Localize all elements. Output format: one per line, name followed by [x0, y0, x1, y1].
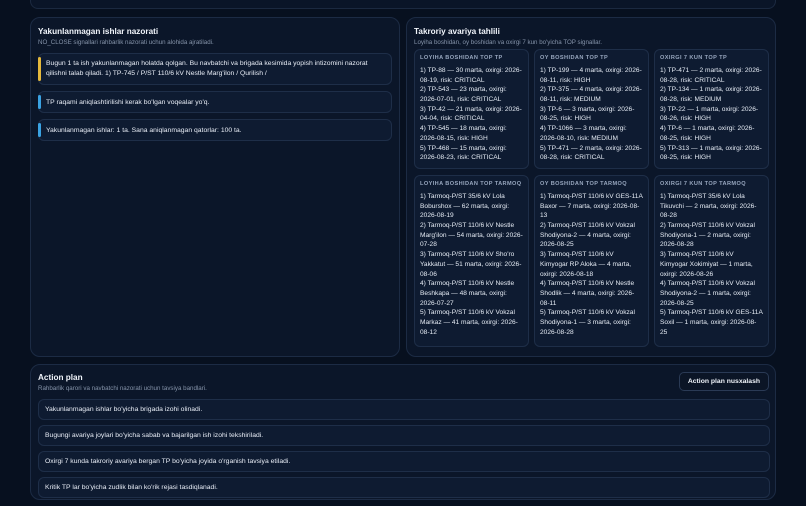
- card-line: 3) Tarmoq-P/ST 110/6 kV Kimyogar Xokimiyat — 1 marta, oxirgi: 2026-08-26: [660, 251, 753, 278]
- card-line: 1) TP-88 — 30 marta, oxirgi: 2026-08-19, risk: CRITICAL: [420, 67, 522, 84]
- card-line: 3) TP-22 — 1 marta, oxirgi: 2026-08-26, risk: HIGH: [660, 105, 759, 123]
- card-line: 5) TP-313 — 1 marta, oxirgi: 2026-08-25, risk: HIGH: [660, 144, 762, 162]
- card-line: 4) TP-545 — 18 marta, oxirgi: 2026-08-15, risk: HIGH: [420, 125, 507, 142]
- alert-text: Bugun 1 ta ish yakunlanmagan holatda qolgan. Bu navbatchi va brigada kesimida yopish intizomini nazorat qilishni talab qiladi. 1) TP-745 / P/ST 110/6 kV Nestle Marg'ilon / Qurilish /: [46, 60, 368, 78]
- card-line: 5) Tarmoq-P/ST 110/6 kV Vokzal Markaz — 41 marta, oxirgi: 2026-08-12: [420, 309, 518, 336]
- list-item: Yakunlanmagan ishlar bo'yicha brigada izohi olinadi.: [38, 399, 770, 420]
- copy-action-plan-button[interactable]: Action plan nusxalash: [679, 372, 769, 391]
- card-body: [420, 66, 523, 163]
- panel-title: Action plan: [38, 373, 83, 382]
- card-line: 2) Tarmoq-P/ST 110/6 kV Vokzal Shodiyona-2 — 4 marta, oxirgi: 2026-08-25: [540, 222, 635, 249]
- card-line: 2) TP-543 — 23 marta, oxirgi: 2026-07-01, risk: CRITICAL: [420, 86, 507, 104]
- alert-text: Yakunlanmagan ishlar: 1 ta. Sana aniqlanmagan qatorlar: 100 ta.: [46, 127, 242, 134]
- card-line: 4) TP-6 — 1 marta, oxirgi: 2026-08-25, risk: HIGH: [660, 125, 755, 142]
- alert-text: TP raqami aniqlashtirilishi kerak bo'lgan voqealar yo'q.: [46, 99, 210, 106]
- card-body: [420, 192, 523, 337]
- card-line: 1) Tarmoq-P/ST 35/6 kV Lola Boburshox — 62 marta, oxirgi: 2026-08-19: [420, 193, 510, 220]
- repeat-analysis-panel: [406, 17, 776, 357]
- card-line: 1) TP-199 — 4 marta, oxirgi: 2026-08-11, risk: HIGH: [540, 67, 642, 84]
- card-title: OXIRGI 7 KUN TOP TARMOQ: [660, 181, 746, 187]
- previous-panel-edge: [30, 0, 776, 9]
- card-line: 3) Tarmoq-P/ST 110/6 kV Sho'ro Yakkatut — 51 marta, oxirgi: 2026-08-06: [420, 251, 522, 278]
- card-line: 4) Tarmoq-P/ST 110/6 kV Nestle Shodlik — 4 marta, oxirgi: 2026-08-11: [540, 280, 635, 307]
- card-body: [660, 192, 763, 337]
- card-week-top-tp: [654, 49, 769, 169]
- card-title: OY BOSHIDAN TOP TARMOQ: [540, 181, 628, 187]
- card-line: 5) Tarmoq-P/ST 110/6 kV Vokzal Shodiyona-1 — 3 marta, oxirgi: 2026-08-28: [540, 309, 635, 336]
- action-plan-list: [38, 399, 768, 498]
- card-body: [540, 66, 643, 163]
- card-line: 1) Tarmoq-P/ST 110/6 kV GES-11A Baxor — 7 marta, oxirgi: 2026-08-13: [540, 193, 643, 220]
- card-project-top-tp: [414, 49, 529, 169]
- alert-unclosed-work: [38, 53, 392, 85]
- action-plan-panel: [30, 364, 776, 500]
- card-project-top-network: [414, 175, 529, 347]
- alert-tp-number: [38, 91, 392, 113]
- card-line: 3) TP-42 — 21 marta, oxirgi: 2026-04-04, risk: CRITICAL: [420, 105, 522, 123]
- list-item: Kritik TP lar bo'yicha zudlik bilan ko'rik rejasi tasdiqlanadi.: [38, 477, 770, 498]
- list-item: Oxirgi 7 kunda takroriy avariya bergan TP bo'yicha joyida o'rganish tavsiya etiladi.: [38, 451, 770, 472]
- card-line: 2) TP-375 — 4 marta, oxirgi: 2026-08-11, risk: MEDIUM: [540, 86, 642, 104]
- card-line: 5) TP-468 — 15 marta, oxirgi: 2026-08-23, risk: CRITICAL: [420, 144, 507, 162]
- card-month-top-tp: [534, 49, 649, 169]
- card-line: 2) Tarmoq-P/ST 110/6 kV Vokzal Shodiyona-1 — 2 marta, oxirgi: 2026-08-28: [660, 222, 755, 249]
- card-title: LOYIHA BOSHIDAN TOP TP: [420, 55, 503, 61]
- panel-subtitle: Loyiha boshidan, oy boshidan va oxirgi 7 kun bo'yicha TOP signallar.: [414, 39, 602, 46]
- panel-subtitle: Rahbarlik qarori va navbatchi nazorati uchun tavsiya bandlari.: [38, 385, 207, 392]
- card-line: 2) Tarmoq-P/ST 110/6 kV Nestle Marg'ilon — 54 marta, oxirgi: 2026-07-28: [420, 222, 523, 249]
- unresolved-panel: [30, 17, 400, 357]
- card-line: 3) Tarmoq-P/ST 110/6 kV Kimyogar RP Aloka — 4 marta, oxirgi: 2026-08-18: [540, 251, 632, 278]
- card-line: 4) Tarmoq-P/ST 110/6 kV Nestle Beshkapa — 48 marta, oxirgi: 2026-07-27: [420, 280, 515, 307]
- card-line: 5) TP-471 — 2 marta, oxirgi: 2026-08-28, risk: CRITICAL: [540, 144, 642, 162]
- card-line: 5) Tarmoq-P/ST 110/6 kV GES-11A Soxil — 1 marta, oxirgi: 2026-08-25: [660, 309, 763, 336]
- card-line: 1) Tarmoq-P/ST 35/6 kV Lola Tikuvchi — 2 marta, oxirgi: 2026-08-28: [660, 193, 757, 220]
- card-line: 1) TP-471 — 2 marta, oxirgi: 2026-08-28, risk: CRITICAL: [660, 67, 762, 84]
- alert-summary: [38, 119, 392, 141]
- card-title: LOYIHA BOSHIDAN TOP TARMOQ: [420, 181, 522, 187]
- list-item: Bugungi avariya joylari bo'yicha sabab va bajarilgan ish izohi tekshiriladi.: [38, 425, 770, 446]
- card-week-top-network: [654, 175, 769, 347]
- card-title: OY BOSHIDAN TOP TP: [540, 55, 609, 61]
- panel-subtitle: NO_CLOSE signallari rahbarlik nazorati uchun alohida ajratiladi.: [38, 39, 214, 46]
- card-month-top-network: [534, 175, 649, 347]
- panel-title: Yakunlanmagan ishlar nazorati: [38, 27, 159, 36]
- panel-title: Takroriy avariya tahlili: [414, 27, 500, 36]
- card-title: OXIRGI 7 KUN TOP TP: [660, 55, 728, 61]
- card-line: 2) TP-134 — 1 marta, oxirgi: 2026-08-28, risk: MEDIUM: [660, 86, 762, 104]
- card-body: [660, 66, 763, 163]
- card-line: 4) Tarmoq-P/ST 110/6 kV Vokzal Shodiyona-2 — 1 marta, oxirgi: 2026-08-25: [660, 280, 755, 307]
- card-line: 4) TP-1066 — 3 marta, oxirgi: 2026-08-10, risk: MEDIUM: [540, 125, 627, 142]
- card-body: [540, 192, 643, 337]
- card-line: 3) TP-6 — 3 marta, oxirgi: 2026-08-25, risk: HIGH: [540, 105, 635, 123]
